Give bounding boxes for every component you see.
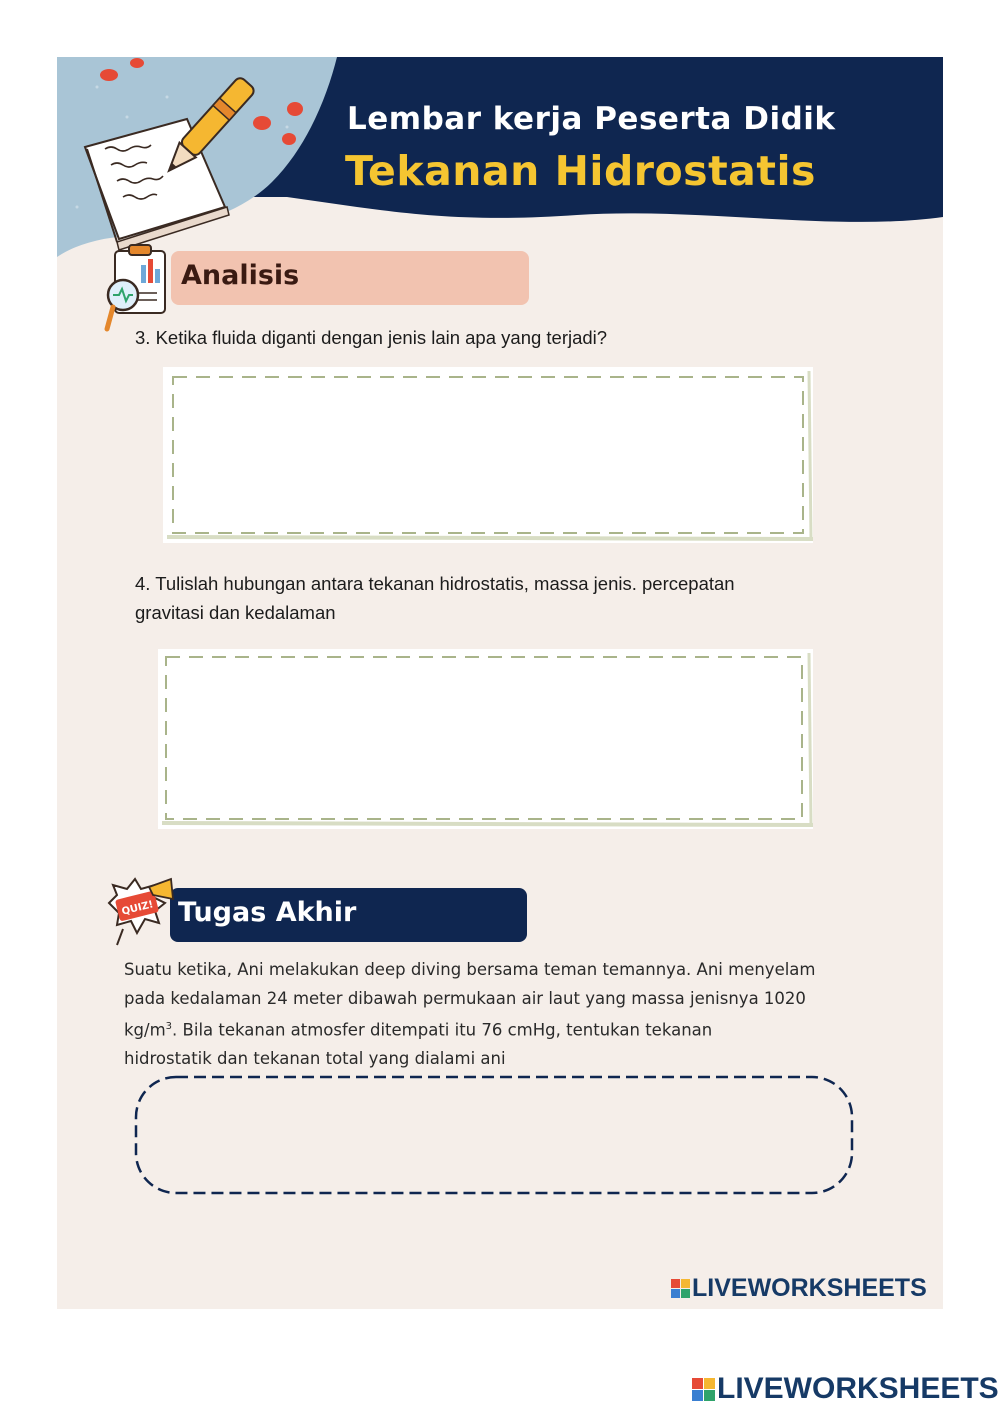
worksheet-title: Tekanan Hidrostatis bbox=[345, 147, 816, 195]
worksheet-page bbox=[57, 57, 943, 1309]
answer-box-q3[interactable] bbox=[163, 367, 813, 543]
answer-box-q4[interactable] bbox=[158, 649, 813, 829]
quiz-badge-text: QUIZ! bbox=[120, 899, 155, 918]
density-unit: kg/m bbox=[124, 1020, 166, 1040]
liveworksheets-wordmark: LIVEWORKSHEETS bbox=[692, 1274, 927, 1302]
liveworksheets-logo-inner bbox=[671, 1274, 927, 1303]
question-3: 3. Ketika fluida diganti dengan jenis lain apa yang terjadi? bbox=[135, 327, 608, 348]
final-task-line-3-rest: . Bila tekanan atmosfer ditempati itu 76 cmHg, tentukan tekanan bbox=[172, 1020, 713, 1040]
answer-box-border bbox=[163, 367, 813, 543]
final-answer-box[interactable] bbox=[134, 1075, 854, 1195]
notebook-pen-illustration bbox=[57, 57, 317, 257]
liveworksheets-icon bbox=[692, 1378, 715, 1401]
quiz-megaphone-icon bbox=[103, 873, 183, 951]
tugas-akhir-heading: Tugas Akhir bbox=[178, 897, 357, 928]
liveworksheets-logo-outer[interactable] bbox=[692, 1372, 999, 1406]
final-task-text bbox=[124, 956, 824, 1074]
question-4-line-1: 4. Tulislah hubungan antara tekanan hidrostatis, massa jenis. percepatan bbox=[135, 573, 735, 594]
liveworksheets-wordmark: LIVEWORKSHEETS bbox=[717, 1372, 999, 1405]
question-4 bbox=[135, 569, 895, 627]
final-task-line-3 bbox=[124, 1013, 824, 1045]
unit-exponent: 3 bbox=[165, 1021, 173, 1032]
answer-box-border bbox=[158, 649, 813, 829]
final-task-line-1: Suatu ketika, Ani melakukan deep diving bersama teman temannya. Ani menyelam bbox=[124, 960, 816, 979]
final-task-line-2: pada kedalaman 24 meter dibawah permukaan air laut yang massa jenisnya 1020 bbox=[124, 988, 806, 1008]
question-4-line-2: gravitasi dan kedalaman bbox=[135, 602, 336, 623]
analisis-heading: Analisis bbox=[181, 260, 300, 291]
final-task-line-4: hidrostatik dan tekanan total yang dialami ani bbox=[124, 1049, 506, 1068]
clipboard-chart-icon bbox=[101, 243, 179, 335]
worksheet-subtitle: Lembar kerja Peserta Didik bbox=[347, 101, 836, 137]
liveworksheets-icon bbox=[671, 1279, 690, 1298]
